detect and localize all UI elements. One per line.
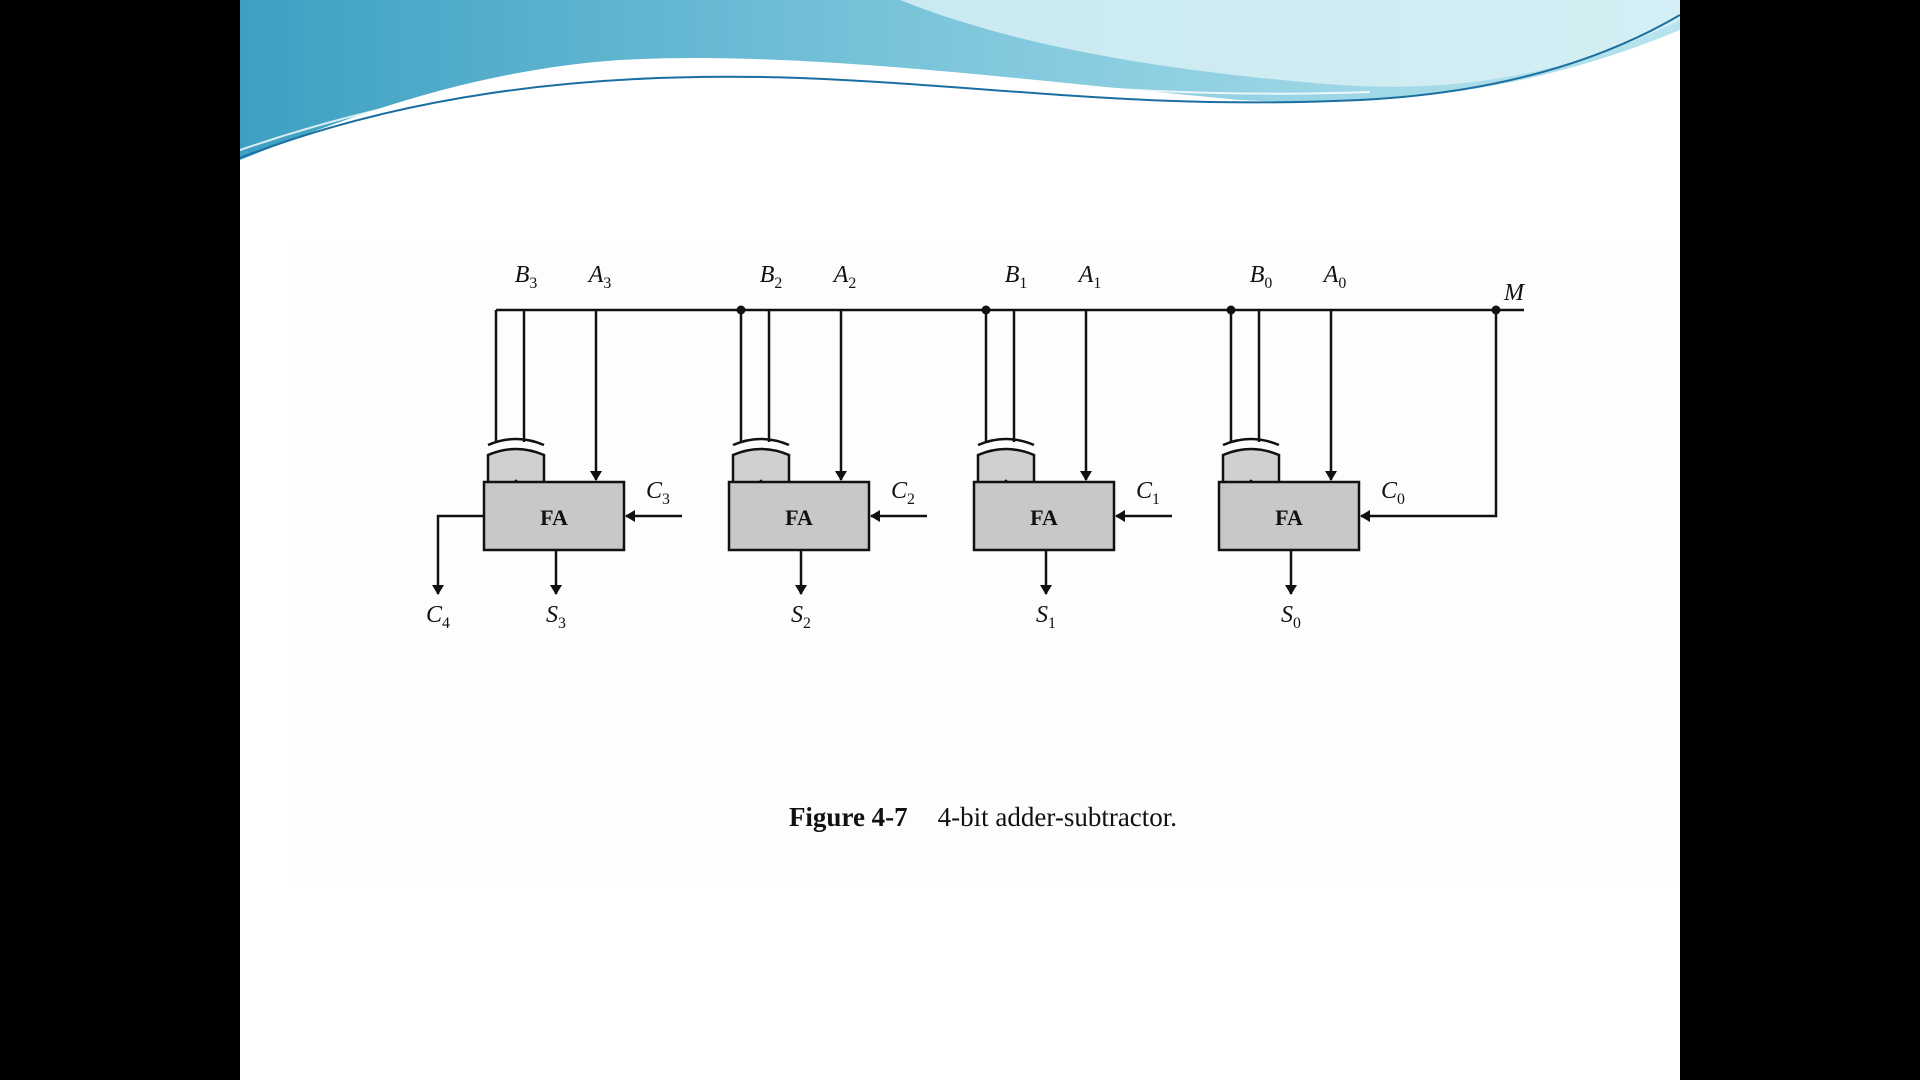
sum-label: $S_0$: [1281, 602, 1301, 632]
slide: [240, 0, 1680, 1080]
input-a-label: $A_0$: [1323, 262, 1347, 292]
carry-in-label: $C_2$: [891, 478, 915, 508]
header-wave-decoration: [240, 0, 1680, 180]
full-adder-label: FA: [785, 505, 813, 530]
input-b-label: $B_1$: [1004, 262, 1028, 292]
carry-in-label: $C_3$: [646, 478, 670, 508]
stage-1: [974, 262, 1172, 632]
carry-in-label: $C_1$: [1136, 478, 1160, 508]
sum-label: $S_1$: [1036, 602, 1056, 632]
caption-text: 4-bit adder-subtractor.: [937, 802, 1178, 832]
stage-2: [729, 262, 927, 632]
input-b-label: $B_3$: [514, 262, 538, 292]
full-adder-label: FA: [1275, 505, 1303, 530]
carry-out-wire: [438, 516, 484, 594]
carry-in-label: $C_0$: [1381, 478, 1405, 508]
input-b-label: $B_0$: [1249, 262, 1273, 292]
figure-area: [288, 242, 1678, 887]
sum-label: $S_3$: [546, 602, 566, 632]
input-b-label: $B_2$: [759, 262, 783, 292]
global-wiring: [426, 280, 1526, 632]
carry-out-label: $C_4$: [426, 602, 450, 632]
full-adder-label: FA: [540, 505, 568, 530]
stage-0: [1219, 262, 1405, 632]
input-a-label: $A_3$: [588, 262, 612, 292]
adder-subtractor-diagram: [288, 242, 1678, 802]
caption-label: Figure 4-7: [788, 802, 908, 832]
figure-caption: [288, 802, 1678, 833]
stage-3: [484, 262, 682, 632]
input-a-label: $A_2$: [833, 262, 857, 292]
sum-label: $S_2$: [791, 602, 811, 632]
stages: [484, 262, 1405, 632]
mode-input-label: M: [1504, 280, 1524, 306]
input-a-label: $A_1$: [1078, 262, 1102, 292]
full-adder-label: FA: [1030, 505, 1058, 530]
